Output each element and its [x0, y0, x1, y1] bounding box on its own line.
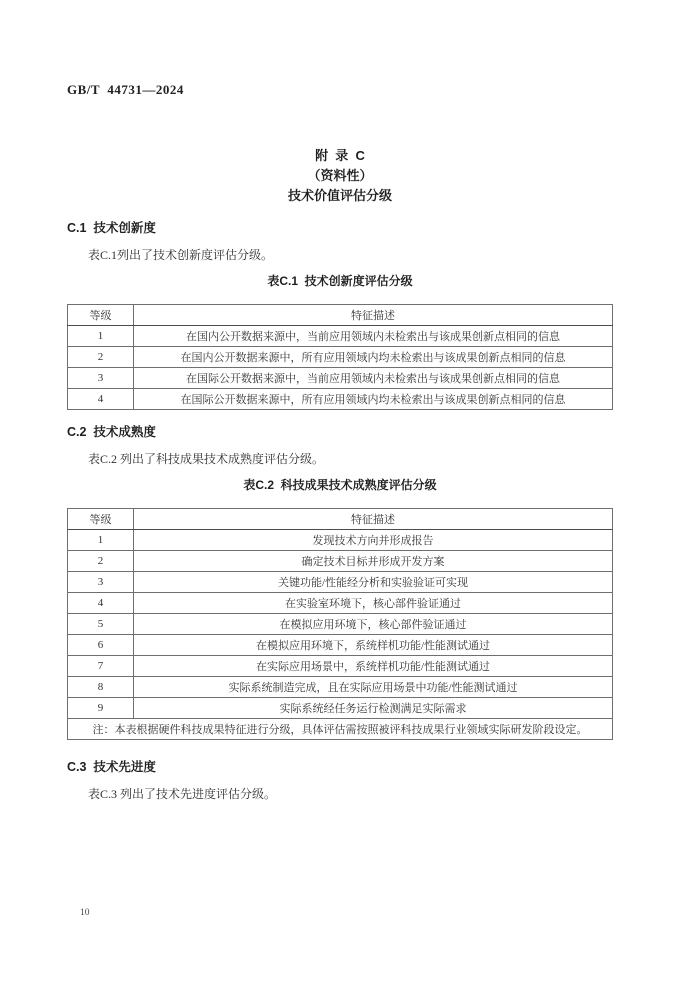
description-cell: 在国内公开数据来源中，当前应用领域内未检索出与该成果创新点相同的信息: [134, 326, 613, 347]
description-cell: 在国际公开数据来源中，当前应用领域内未检索出与该成果创新点相同的信息: [134, 368, 613, 389]
appendix-title-block: [67, 146, 613, 206]
column-header: 特征描述: [134, 509, 613, 530]
table-row: [68, 347, 613, 368]
table-row: [68, 593, 613, 614]
grade-cell: 4: [68, 389, 134, 410]
table-row: [68, 698, 613, 719]
grade-cell: 2: [68, 551, 134, 572]
table-row: [68, 530, 613, 551]
table-note-row: [68, 719, 613, 740]
appendix-title-line1: 附 录 C: [315, 148, 365, 163]
description-cell: 实际系统制造完成，且在实际应用场景中功能/性能测试通过: [134, 677, 613, 698]
table-row: [68, 368, 613, 389]
description-cell: 在国内公开数据来源中，所有应用领域内均未检索出与该成果创新点相同的信息: [134, 347, 613, 368]
table-c1: [67, 304, 613, 410]
table-row: [68, 635, 613, 656]
section-intro-c1: 表C.1列出了技术创新度评估分级。: [88, 248, 274, 262]
table-caption-c1: 表C.1 技术创新度评估分级: [267, 274, 413, 288]
table-caption-c2: 表C.2 科技成果技术成熟度评估分级: [243, 478, 437, 492]
table-row: [68, 572, 613, 593]
grade-cell: 8: [68, 677, 134, 698]
section-intro-c3: 表C.3 列出了技术先进度评估分级。: [88, 787, 277, 801]
standard-number-header: GB/T 44731—2024: [67, 82, 184, 97]
section-heading-c1: C.1 技术创新度: [67, 221, 156, 235]
appendix-title-line3: 技术价值评估分级: [287, 188, 392, 203]
table-row: [68, 389, 613, 410]
grade-cell: 1: [68, 326, 134, 347]
grade-cell: 3: [68, 572, 134, 593]
table-row: [68, 551, 613, 572]
description-cell: 在模拟应用环境下，核心部件验证通过: [134, 614, 613, 635]
table-row: [68, 614, 613, 635]
description-cell: 发现技术方向并形成报告: [134, 530, 613, 551]
description-cell: 实际系统经任务运行检测满足实际需求: [134, 698, 613, 719]
description-cell: 在实验室环境下，核心部件验证通过: [134, 593, 613, 614]
table-c2: [67, 508, 613, 740]
grade-cell: 2: [68, 347, 134, 368]
grade-cell: 3: [68, 368, 134, 389]
description-cell: 在模拟应用环境下，系统样机功能/性能测试通过: [134, 635, 613, 656]
table-header-row: [68, 305, 613, 326]
description-cell: 关键功能/性能经分析和实验验证可实现: [134, 572, 613, 593]
description-cell: 确定技术目标并形成开发方案: [134, 551, 613, 572]
section-heading-c2: C.2 技术成熟度: [67, 425, 156, 439]
table-row: [68, 326, 613, 347]
page-content: [67, 0, 613, 802]
grade-cell: 6: [68, 635, 134, 656]
description-cell: 在实际应用场景中，系统样机功能/性能测试通过: [134, 656, 613, 677]
table-note: 注：本表根据硬件科技成果特征进行分级，具体评估需按照被评科技成果行业领域实际研发阶段设定。: [68, 719, 613, 740]
page-number: 10: [80, 908, 90, 918]
table-header-row: [68, 509, 613, 530]
description-cell: 在国际公开数据来源中，所有应用领域内均未检索出与该成果创新点相同的信息: [134, 389, 613, 410]
column-header: 特征描述: [134, 305, 613, 326]
column-header: 等级: [68, 509, 134, 530]
table-row: [68, 656, 613, 677]
section-intro-c2: 表C.2 列出了科技成果技术成熟度评估分级。: [88, 452, 325, 466]
grade-cell: 9: [68, 698, 134, 719]
grade-cell: 5: [68, 614, 134, 635]
column-header: 等级: [68, 305, 134, 326]
grade-cell: 7: [68, 656, 134, 677]
grade-cell: 4: [68, 593, 134, 614]
section-heading-c3: C.3 技术先进度: [67, 760, 156, 774]
appendix-title-line2: （资料性）: [307, 168, 373, 183]
table-row: [68, 677, 613, 698]
grade-cell: 1: [68, 530, 134, 551]
